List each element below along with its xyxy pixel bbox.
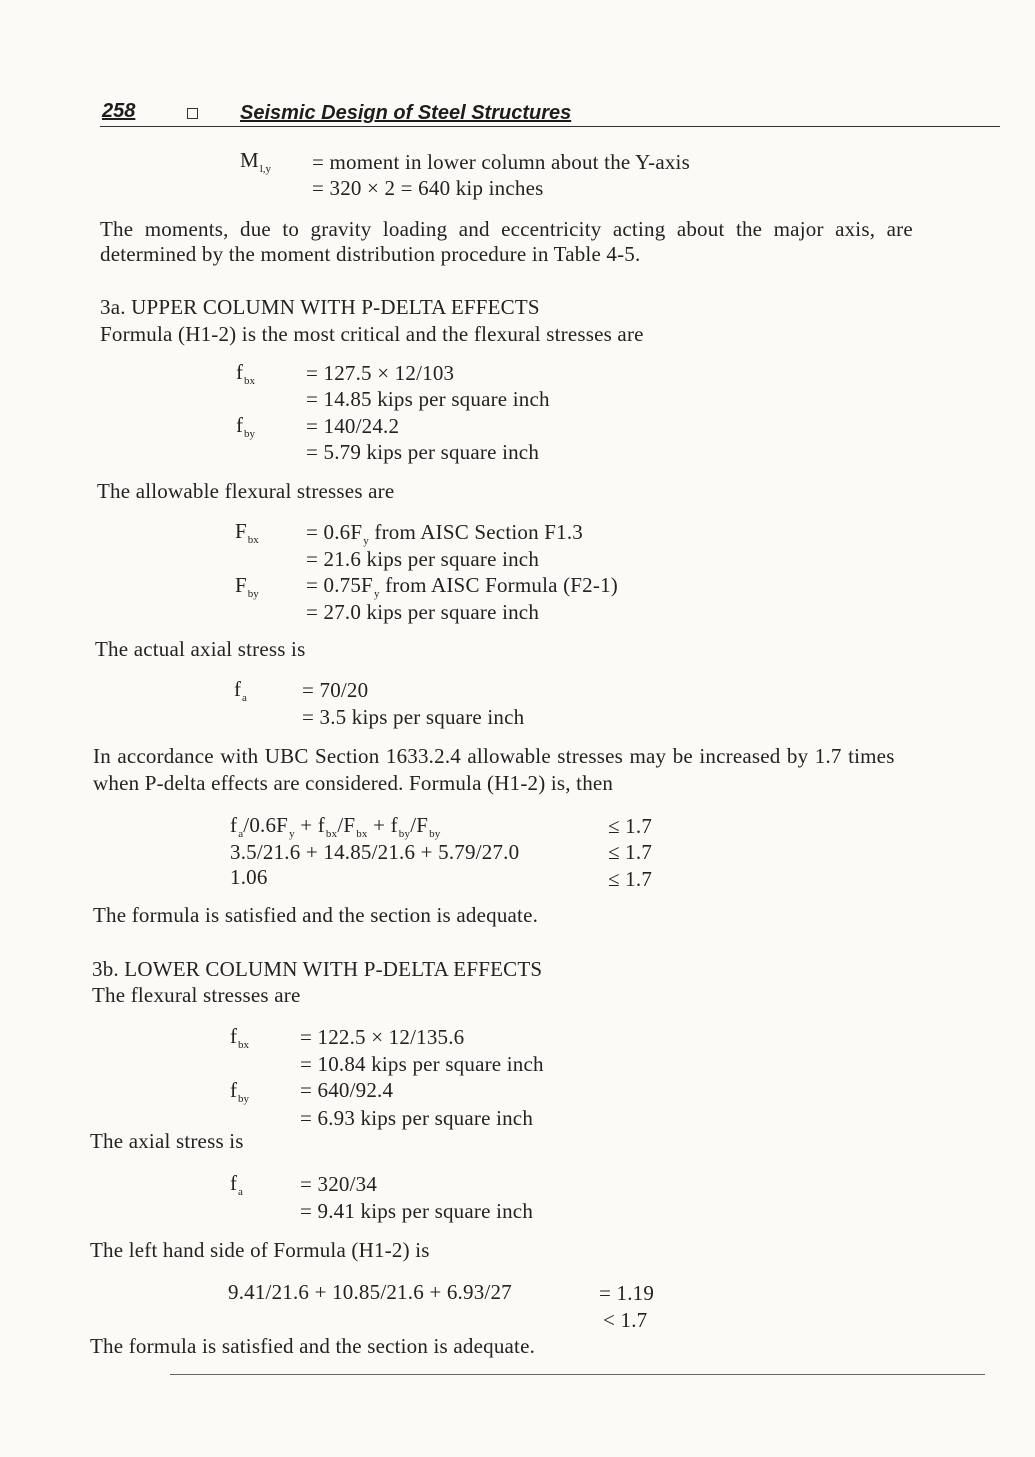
axial-intro-3a: The actual axial stress is <box>95 637 306 661</box>
conclusion-3b: The formula is satisfied and the section is adequate. <box>90 1334 536 1358</box>
mly-line1: = moment in lower column about the Y-axis <box>312 150 690 174</box>
lhs-rhs2: < 1.7 <box>603 1308 648 1332</box>
allowable-intro: The allowable flexural stresses are <box>97 479 395 503</box>
check-row1-rhs: ≤ 1.7 <box>608 814 653 838</box>
fby-eq2: = 5.79 kips per square inch <box>306 440 540 464</box>
mly-symbol: $M_{l,y}$ <box>240 148 271 175</box>
fby-symbol: $f_{by}$ <box>236 413 255 440</box>
running-title: Seismic Design of Steel Structures <box>240 102 572 124</box>
header-box-icon <box>187 106 198 124</box>
axial-intro-3b: The axial stress is <box>90 1129 244 1153</box>
fa-eq2-3a: = 3.5 kips per square inch <box>302 705 525 729</box>
fby-symbol-3b: $f_{by}$ <box>230 1078 249 1105</box>
footer-rule <box>170 1374 985 1375</box>
header-rule <box>100 126 1000 127</box>
section-3a-intro: Formula (H1-2) is the most critical and the flexural stresses are <box>100 322 644 346</box>
page-number: 258 <box>102 100 136 122</box>
fbx-symbol: $f_{bx}$ <box>236 360 255 387</box>
fa-eq1-3a: = 70/20 <box>302 678 369 702</box>
fby-eq1-3b: = 640/92.4 <box>300 1078 394 1102</box>
section-3b-intro: The flexural stresses are <box>92 983 301 1007</box>
fa-symbol-3b: $f_a$ <box>230 1171 243 1198</box>
fbx-eq1: = 127.5 × 12/103 <box>306 361 455 385</box>
fby-eq1: = 140/24.2 <box>306 414 400 438</box>
check-row3-rhs: ≤ 1.7 <box>608 867 653 891</box>
check-row2-rhs: ≤ 1.7 <box>608 840 653 864</box>
para-moments-line1: The moments, due to gravity loading and eccentricity acting about the major axis, are <box>100 217 913 241</box>
conclusion-3a: The formula is satisfied and the section is adequate. <box>93 903 539 927</box>
lhs-expr: 9.41/21.6 + 10.85/21.6 + 6.93/27 <box>228 1280 512 1304</box>
section-3b-heading: 3b. LOWER COLUMN WITH P-DELTA EFFECTS <box>92 957 543 981</box>
Fby-eq2: = 27.0 kips per square inch <box>306 600 540 624</box>
ubc-line1: In accordance with UBC Section 1633.2.4 allowable stresses may be increased by 1.7 times <box>93 744 895 768</box>
Fby-eq1: = $0.75F_y$ from AISC Formula (F2-1) <box>306 573 618 600</box>
fby-eq2-3b: = 6.93 kips per square inch <box>300 1106 534 1130</box>
lhs-intro: The left hand side of Formula (H1-2) is <box>90 1238 430 1262</box>
check-row1: $f_a/0.6F_y + f_{bx}/F_{bx} + f_{by}/F_{by}$ <box>230 813 441 840</box>
para-moments-line2: determined by the moment distribution procedure in Table 4-5. <box>100 242 641 266</box>
Fbx-symbol: $F_{bx}$ <box>235 519 259 546</box>
fbx-eq2-3b: = 10.84 kips per square inch <box>300 1052 544 1076</box>
lhs-rhs1: = 1.19 <box>599 1281 655 1305</box>
Fbx-eq2: = 21.6 kips per square inch <box>306 547 540 571</box>
fbx-eq1-3b: = 122.5 × 12/135.6 <box>300 1025 465 1049</box>
fa-eq2-3b: = 9.41 kips per square inch <box>300 1199 534 1223</box>
fbx-symbol-3b: $f_{bx}$ <box>230 1024 249 1051</box>
Fbx-eq1: = $0.6F_y$ from AISC Section F1.3 <box>306 520 583 547</box>
mly-line2: = 320 × 2 = 640 kip inches <box>312 176 544 200</box>
fa-symbol-3a: $f_a$ <box>234 677 247 704</box>
check-row2: 3.5/21.6 + 14.85/21.6 + 5.79/27.0 <box>230 840 520 864</box>
fa-eq1-3b: = 320/34 <box>300 1172 378 1196</box>
section-3a-heading: 3a. UPPER COLUMN WITH P-DELTA EFFECTS <box>100 295 540 319</box>
check-row3: 1.06 <box>230 865 268 889</box>
fbx-eq2: = 14.85 kips per square inch <box>306 387 550 411</box>
Fby-symbol: $F_{by}$ <box>235 573 259 600</box>
ubc-line2: when P-delta effects are considered. Formula (H1-2) is, then <box>93 771 614 795</box>
